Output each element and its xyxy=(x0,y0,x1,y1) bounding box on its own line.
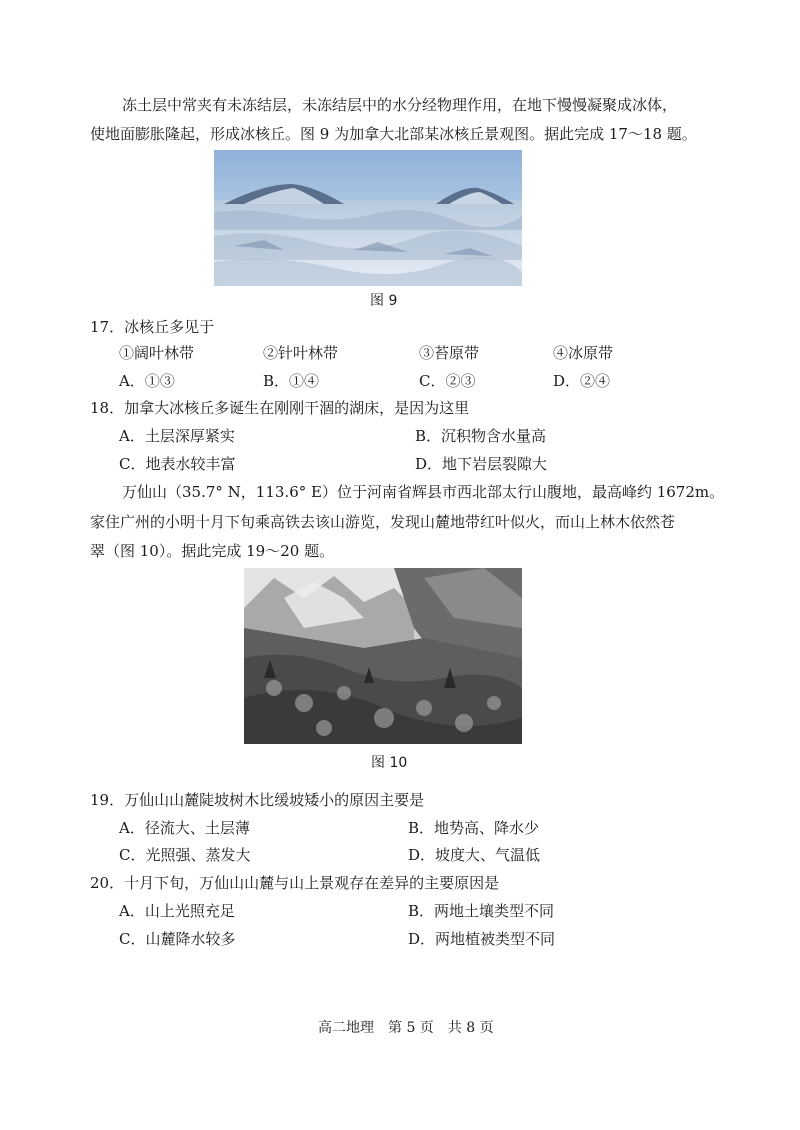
figure9-image xyxy=(214,150,522,286)
q19-option-a: A．径流大、土层薄 xyxy=(119,819,250,837)
q18-option-d: D．地下岩层裂隙大 xyxy=(415,455,548,473)
intro1-line1: 冻土层中常夹有未冻结层，未冻结层中的水分经物理作用，在地下慢慢凝聚成冰体， xyxy=(122,96,678,114)
q17-item-1: ①阔叶林带 xyxy=(119,344,195,362)
q17-option-d: D．②④ xyxy=(553,372,611,390)
q20-option-d: D．两地植被类型不同 xyxy=(408,930,556,948)
intro2-line3: 翠（图 10）。据此完成 19～20 题。 xyxy=(90,542,335,560)
figure10-caption: 图 10 xyxy=(371,755,408,771)
q17-stem: 17．冰核丘多见于 xyxy=(90,318,215,336)
q18-option-c: C．地表水较丰富 xyxy=(119,455,236,473)
q19-option-d: D．坡度大、气温低 xyxy=(408,846,541,864)
figure9-caption: 图 9 xyxy=(370,293,398,309)
q18-option-a: A．土层深厚紧实 xyxy=(119,427,235,445)
q20-stem: 20．十月下旬，万仙山山麓与山上景观存在差异的主要原因是 xyxy=(90,874,500,892)
q18-stem: 18．加拿大冰核丘多诞生在刚刚干涸的湖床，是因为这里 xyxy=(90,399,470,417)
q17-option-c: C．②③ xyxy=(419,372,476,390)
intro1-line2: 使地面膨胀隆起，形成冰核丘。图 9 为加拿大北部某冰核丘景观图。据此完成 17～18 题。 xyxy=(90,125,697,143)
q18-option-b: B．沉积物含水量高 xyxy=(415,427,547,445)
intro2-line2: 家住广州的小明十月下旬乘高铁去该山游览，发现山麓地带红叶似火，而山上林木依然苍 xyxy=(90,513,676,531)
intro2-line1: 万仙山（35.7° N，113.6° E）位于河南省辉县市西北部太行山腹地，最高峰约 1672m。 xyxy=(122,483,725,501)
q20-option-b: B．两地土壤类型不同 xyxy=(408,902,555,920)
q19-option-c: C．光照强、蒸发大 xyxy=(119,846,251,864)
q17-item-2: ②针叶林带 xyxy=(263,344,339,362)
page-footer: 高二地理 第 5 页 共 8 页 xyxy=(318,1020,494,1036)
q19-option-b: B．地势高、降水少 xyxy=(408,819,540,837)
q17-option-a: A．①③ xyxy=(119,372,175,390)
q19-stem: 19．万仙山山麓陡坡树木比缓坡矮小的原因主要是 xyxy=(90,791,425,809)
q20-option-c: C．山麓降水较多 xyxy=(119,930,236,948)
figure10-image xyxy=(244,568,522,744)
q17-item-4: ④冰原带 xyxy=(553,344,614,362)
q17-option-b: B．①④ xyxy=(263,372,320,390)
q20-option-a: A．山上光照充足 xyxy=(119,902,235,920)
q17-item-3: ③苔原带 xyxy=(419,344,480,362)
